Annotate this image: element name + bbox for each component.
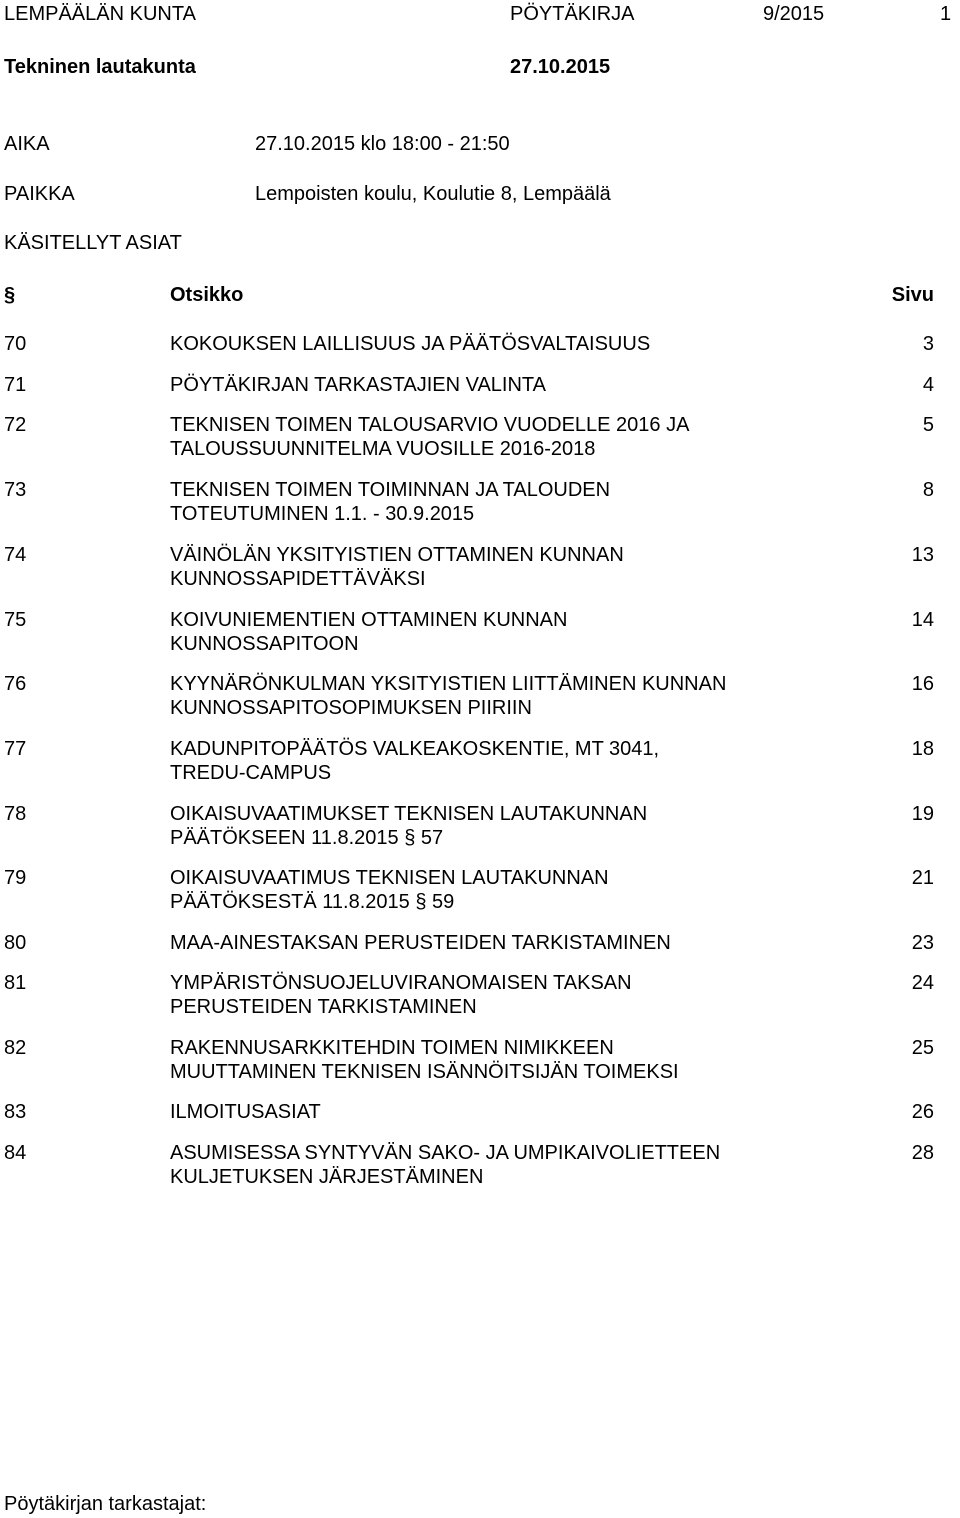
agenda-item-page: 28 [911,1142,934,1164]
agenda-item-number: 77 [4,738,27,760]
agenda-item-title [170,478,830,526]
agenda-item-title-line: KUNNOSSAPITOON [170,633,359,655]
agenda-item-page: 23 [911,932,934,954]
agenda-item-title-line: KUNNOSSAPIDETTÄVÄKSI [170,568,426,590]
agenda-item-title [170,373,830,397]
agenda-item-title-line: TOTEUTUMINEN 1.1. - 30.9.2015 [170,503,475,525]
place-label: PAIKKA [4,183,75,205]
agenda-item-number: 73 [4,479,27,501]
agenda-item-title-line: KUNNOSSAPITOSOPIMUKSEN PIIRIIN [170,697,532,719]
agenda-item-title-line: MUUTTAMINEN TEKNISEN ISÄNNÖITSIJÄN TOIMEKSI [170,1061,679,1083]
agenda-item-page: 4 [922,374,934,396]
agenda-item-number: 80 [4,932,27,954]
agenda-item-title-line: PERUSTEIDEN TARKISTAMINEN [170,996,477,1018]
agenda-item-page: 26 [911,1101,934,1123]
agenda-item-title-line: MAA-AINESTAKSAN PERUSTEIDEN TARKISTAMINEN [170,932,671,954]
inspectors-label: Pöytäkirjan tarkastajat: [4,1493,207,1515]
meeting-date: 27.10.2015 [510,56,611,78]
agenda-item-title-line: ASUMISESSA SYNTYVÄN SAKO- JA UMPIKAIVOLIETTEEN [170,1142,721,1164]
agenda-item-title-line: TEKNISEN TOIMEN TOIMINNAN JA TALOUDEN [170,479,611,501]
column-page-heading: Sivu [891,284,934,306]
time-value: 27.10.2015 klo 18:00 - 21:50 [255,133,510,155]
agenda-item-title-line: TEKNISEN TOIMEN TALOUSARVIO VUODELLE 2016 JA [170,414,690,436]
agenda-item-title-line: PÄÄTÖKSESTÄ 11.8.2015 § 59 [170,891,455,913]
agenda-item-title-line: VÄINÖLÄN YKSITYISTIEN OTTAMINEN KUNNAN [170,544,624,566]
place-value: Lempoisten koulu, Koulutie 8, Lempäälä [255,183,611,205]
agenda-item-page: 13 [911,544,934,566]
agenda-item-number: 72 [4,414,27,436]
agenda-item-title-line: OIKAISUVAATIMUKSET TEKNISEN LAUTAKUNNAN [170,803,648,825]
agenda-item-title-line: PÖYTÄKIRJAN TARKASTAJIEN VALINTA [170,374,547,396]
agenda-item-title [170,931,830,955]
agenda-item-title-line: KYYNÄRÖNKULMAN YKSITYISTIEN LIITTÄMINEN KUNNAN [170,673,727,695]
agenda-item-page: 21 [911,867,934,889]
agenda-item-title [170,608,830,656]
agenda-item-page: 25 [911,1037,934,1059]
agenda-item-title [170,543,830,591]
agenda-item-page: 24 [911,972,934,994]
agenda-item-number: 70 [4,333,27,355]
agenda-item-title-line: KADUNPITOPÄÄTÖS VALKEAKOSKENTIE, MT 3041, [170,738,660,760]
agenda-item-title-line: PÄÄTÖKSEEN 11.8.2015 § 57 [170,827,444,849]
agenda-item-page: 19 [911,803,934,825]
committee-name: Tekninen lautakunta [4,56,196,78]
agenda-item-title-line: YMPÄRISTÖNSUOJELUVIRANOMAISEN TAKSAN [170,972,632,994]
agenda-item-title-line: RAKENNUSARKKITEHDIN TOIMEN NIMIKKEEN [170,1037,614,1059]
page-number: 1 [940,3,952,25]
doc-number: 9/2015 [763,3,825,25]
agenda-item-title [170,866,830,914]
agenda-item-number: 79 [4,867,27,889]
agenda-item-page: 5 [922,414,934,436]
agenda-item-title-line: KULJETUKSEN JÄRJESTÄMINEN [170,1166,484,1188]
agenda-item-page: 16 [911,673,934,695]
agenda-item-title-line: OIKAISUVAATIMUS TEKNISEN LAUTAKUNNAN [170,867,609,889]
column-title-heading: Otsikko [170,284,244,306]
agenda-item-title-line: ILMOITUSASIAT [170,1101,321,1123]
agenda-item-title [170,1100,830,1124]
agenda-heading: KÄSITELLYT ASIAT [4,232,182,254]
agenda-item-title-line: KOIVUNIEMENTIEN OTTAMINEN KUNNAN [170,609,568,631]
agenda-item-title [170,1036,830,1084]
agenda-item-title-line: KOKOUKSEN LAILLISUUS JA PÄÄTÖSVALTAISUUS [170,333,651,355]
agenda-item-number: 83 [4,1101,27,1123]
agenda-item-number: 81 [4,972,27,994]
agenda-item-title [170,1141,830,1189]
agenda-item-title [170,413,830,461]
agenda-item-number: 78 [4,803,27,825]
agenda-item-number: 84 [4,1142,27,1164]
agenda-item-title-line: TREDU-CAMPUS [170,762,332,784]
agenda-item-number: 74 [4,544,27,566]
agenda-item-number: 76 [4,673,27,695]
agenda-item-number: 82 [4,1037,27,1059]
agenda-item-title [170,332,830,356]
agenda-item-title-line: TALOUSSUUNNITELMA VUOSILLE 2016-2018 [170,438,596,460]
agenda-item-page: 14 [911,609,934,631]
section-symbol: § [4,284,16,306]
time-label: AIKA [4,133,50,155]
agenda-item-title [170,672,830,720]
agenda-item-title [170,971,830,1019]
agenda-item-page: 8 [922,479,934,501]
agenda-item-number: 75 [4,609,27,631]
agenda-item-title [170,737,830,785]
org-name: LEMPÄÄLÄN KUNTA [4,3,196,25]
doc-type: PÖYTÄKIRJA [510,3,635,25]
agenda-item-page: 18 [911,738,934,760]
agenda-item-page: 3 [922,333,934,355]
agenda-item-number: 71 [4,374,27,396]
agenda-item-title [170,802,830,850]
